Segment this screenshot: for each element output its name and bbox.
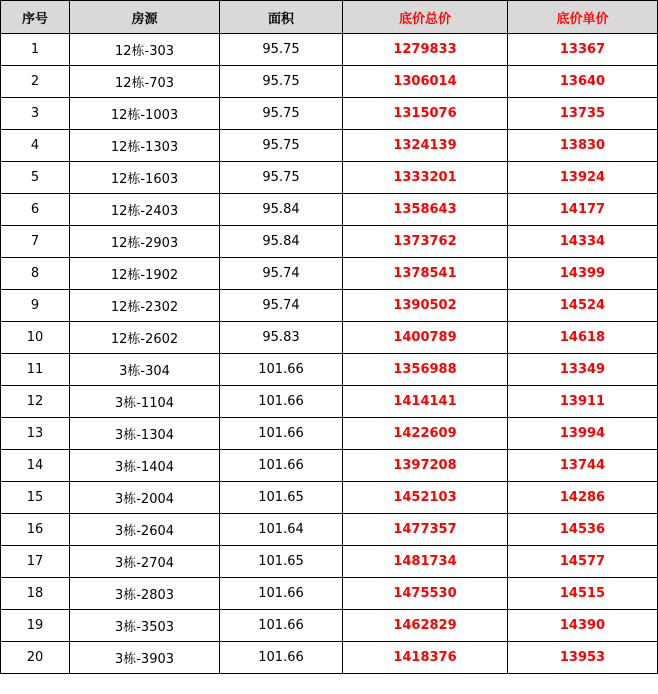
- cell-index: 15: [1, 482, 70, 514]
- header-index: 序号: [1, 1, 70, 34]
- cell-unit-price: 14618: [508, 322, 658, 354]
- table-row: [1, 546, 658, 578]
- cell-total-price: 1452103: [343, 482, 508, 514]
- cell-unit-price: 13640: [508, 66, 658, 98]
- cell-index: 4: [1, 130, 70, 162]
- cell-index: 7: [1, 226, 70, 258]
- cell-index: 8: [1, 258, 70, 290]
- cell-unit-price: 13953: [508, 642, 658, 674]
- cell-unit: 3栋-1404: [70, 450, 220, 482]
- cell-index: 2: [1, 66, 70, 98]
- table-row: [1, 578, 658, 610]
- cell-total-price: 1422609: [343, 418, 508, 450]
- table-row: [1, 130, 658, 162]
- cell-unit: 3栋-1304: [70, 418, 220, 450]
- cell-area: 95.74: [220, 258, 343, 290]
- cell-total-price: 1418376: [343, 642, 508, 674]
- cell-area: 101.66: [220, 610, 343, 642]
- table-row: [1, 322, 658, 354]
- cell-index: 3: [1, 98, 70, 130]
- cell-unit: 12栋-703: [70, 66, 220, 98]
- cell-area: 101.66: [220, 450, 343, 482]
- cell-area: 95.75: [220, 34, 343, 66]
- table-header: [1, 1, 658, 34]
- table-row: [1, 450, 658, 482]
- cell-total-price: 1481734: [343, 546, 508, 578]
- cell-unit-price: 13830: [508, 130, 658, 162]
- cell-unit-price: 14390: [508, 610, 658, 642]
- cell-unit: 3栋-2803: [70, 578, 220, 610]
- cell-area: 101.66: [220, 578, 343, 610]
- table-row: [1, 34, 658, 66]
- cell-unit: 12栋-303: [70, 34, 220, 66]
- table-row: [1, 290, 658, 322]
- cell-total-price: 1333201: [343, 162, 508, 194]
- cell-unit: 3栋-1104: [70, 386, 220, 418]
- cell-unit-price: 13911: [508, 386, 658, 418]
- cell-unit-price: 13735: [508, 98, 658, 130]
- cell-area: 95.84: [220, 226, 343, 258]
- header-row: [1, 1, 658, 34]
- cell-index: 10: [1, 322, 70, 354]
- cell-unit-price: 14399: [508, 258, 658, 290]
- table-row: [1, 514, 658, 546]
- cell-total-price: 1400789: [343, 322, 508, 354]
- cell-unit: 3栋-2604: [70, 514, 220, 546]
- cell-area: 101.66: [220, 386, 343, 418]
- cell-unit-price: 13744: [508, 450, 658, 482]
- cell-index: 12: [1, 386, 70, 418]
- cell-unit: 12栋-1603: [70, 162, 220, 194]
- cell-index: 14: [1, 450, 70, 482]
- cell-area: 95.74: [220, 290, 343, 322]
- cell-area: 95.75: [220, 66, 343, 98]
- cell-unit-price: 14334: [508, 226, 658, 258]
- cell-unit: 3栋-2704: [70, 546, 220, 578]
- cell-area: 101.64: [220, 514, 343, 546]
- cell-total-price: 1477357: [343, 514, 508, 546]
- table-row: [1, 226, 658, 258]
- table-row: [1, 482, 658, 514]
- cell-unit-price: 14536: [508, 514, 658, 546]
- cell-unit: 12栋-1902: [70, 258, 220, 290]
- cell-total-price: 1414141: [343, 386, 508, 418]
- cell-area: 101.66: [220, 354, 343, 386]
- table-row: [1, 66, 658, 98]
- cell-area: 95.75: [220, 162, 343, 194]
- cell-area: 95.84: [220, 194, 343, 226]
- cell-index: 1: [1, 34, 70, 66]
- cell-unit: 12栋-1003: [70, 98, 220, 130]
- cell-index: 18: [1, 578, 70, 610]
- cell-unit-price: 14577: [508, 546, 658, 578]
- cell-total-price: 1378541: [343, 258, 508, 290]
- cell-unit-price: 14177: [508, 194, 658, 226]
- cell-index: 16: [1, 514, 70, 546]
- cell-total-price: 1315076: [343, 98, 508, 130]
- cell-area: 101.66: [220, 418, 343, 450]
- cell-unit: 3栋-3903: [70, 642, 220, 674]
- cell-area: 101.65: [220, 546, 343, 578]
- cell-total-price: 1358643: [343, 194, 508, 226]
- cell-total-price: 1324139: [343, 130, 508, 162]
- cell-total-price: 1397208: [343, 450, 508, 482]
- cell-total-price: 1462829: [343, 610, 508, 642]
- cell-unit-price: 14286: [508, 482, 658, 514]
- cell-unit: 3栋-304: [70, 354, 220, 386]
- header-area: 面积: [220, 1, 343, 34]
- cell-unit: 12栋-2403: [70, 194, 220, 226]
- cell-unit: 12栋-2602: [70, 322, 220, 354]
- table-row: [1, 194, 658, 226]
- cell-index: 11: [1, 354, 70, 386]
- table-body: [1, 34, 658, 674]
- table-row: [1, 386, 658, 418]
- cell-unit-price: 13367: [508, 34, 658, 66]
- cell-area: 95.75: [220, 98, 343, 130]
- table-row: [1, 98, 658, 130]
- cell-unit: 3栋-3503: [70, 610, 220, 642]
- cell-total-price: 1373762: [343, 226, 508, 258]
- table-row: [1, 354, 658, 386]
- cell-total-price: 1306014: [343, 66, 508, 98]
- cell-unit: 3栋-2004: [70, 482, 220, 514]
- cell-area: 101.66: [220, 642, 343, 674]
- table-row: [1, 610, 658, 642]
- cell-unit-price: 14515: [508, 578, 658, 610]
- cell-total-price: 1475530: [343, 578, 508, 610]
- cell-total-price: 1279833: [343, 34, 508, 66]
- cell-index: 17: [1, 546, 70, 578]
- header-total-price: 底价总价: [343, 1, 508, 34]
- cell-total-price: 1390502: [343, 290, 508, 322]
- cell-index: 20: [1, 642, 70, 674]
- cell-index: 9: [1, 290, 70, 322]
- cell-index: 6: [1, 194, 70, 226]
- cell-unit: 12栋-2903: [70, 226, 220, 258]
- table-row: [1, 258, 658, 290]
- cell-unit-price: 13349: [508, 354, 658, 386]
- cell-unit: 12栋-1303: [70, 130, 220, 162]
- cell-area: 95.75: [220, 130, 343, 162]
- table-row: [1, 418, 658, 450]
- cell-index: 13: [1, 418, 70, 450]
- cell-unit-price: 13994: [508, 418, 658, 450]
- table-row: [1, 162, 658, 194]
- cell-area: 95.83: [220, 322, 343, 354]
- cell-unit: 12栋-2302: [70, 290, 220, 322]
- header-unit-price: 底价单价: [508, 1, 658, 34]
- cell-unit-price: 14524: [508, 290, 658, 322]
- cell-total-price: 1356988: [343, 354, 508, 386]
- header-unit: 房源: [70, 1, 220, 34]
- cell-area: 101.65: [220, 482, 343, 514]
- cell-index: 5: [1, 162, 70, 194]
- table-row: [1, 642, 658, 674]
- cell-unit-price: 13924: [508, 162, 658, 194]
- cell-index: 19: [1, 610, 70, 642]
